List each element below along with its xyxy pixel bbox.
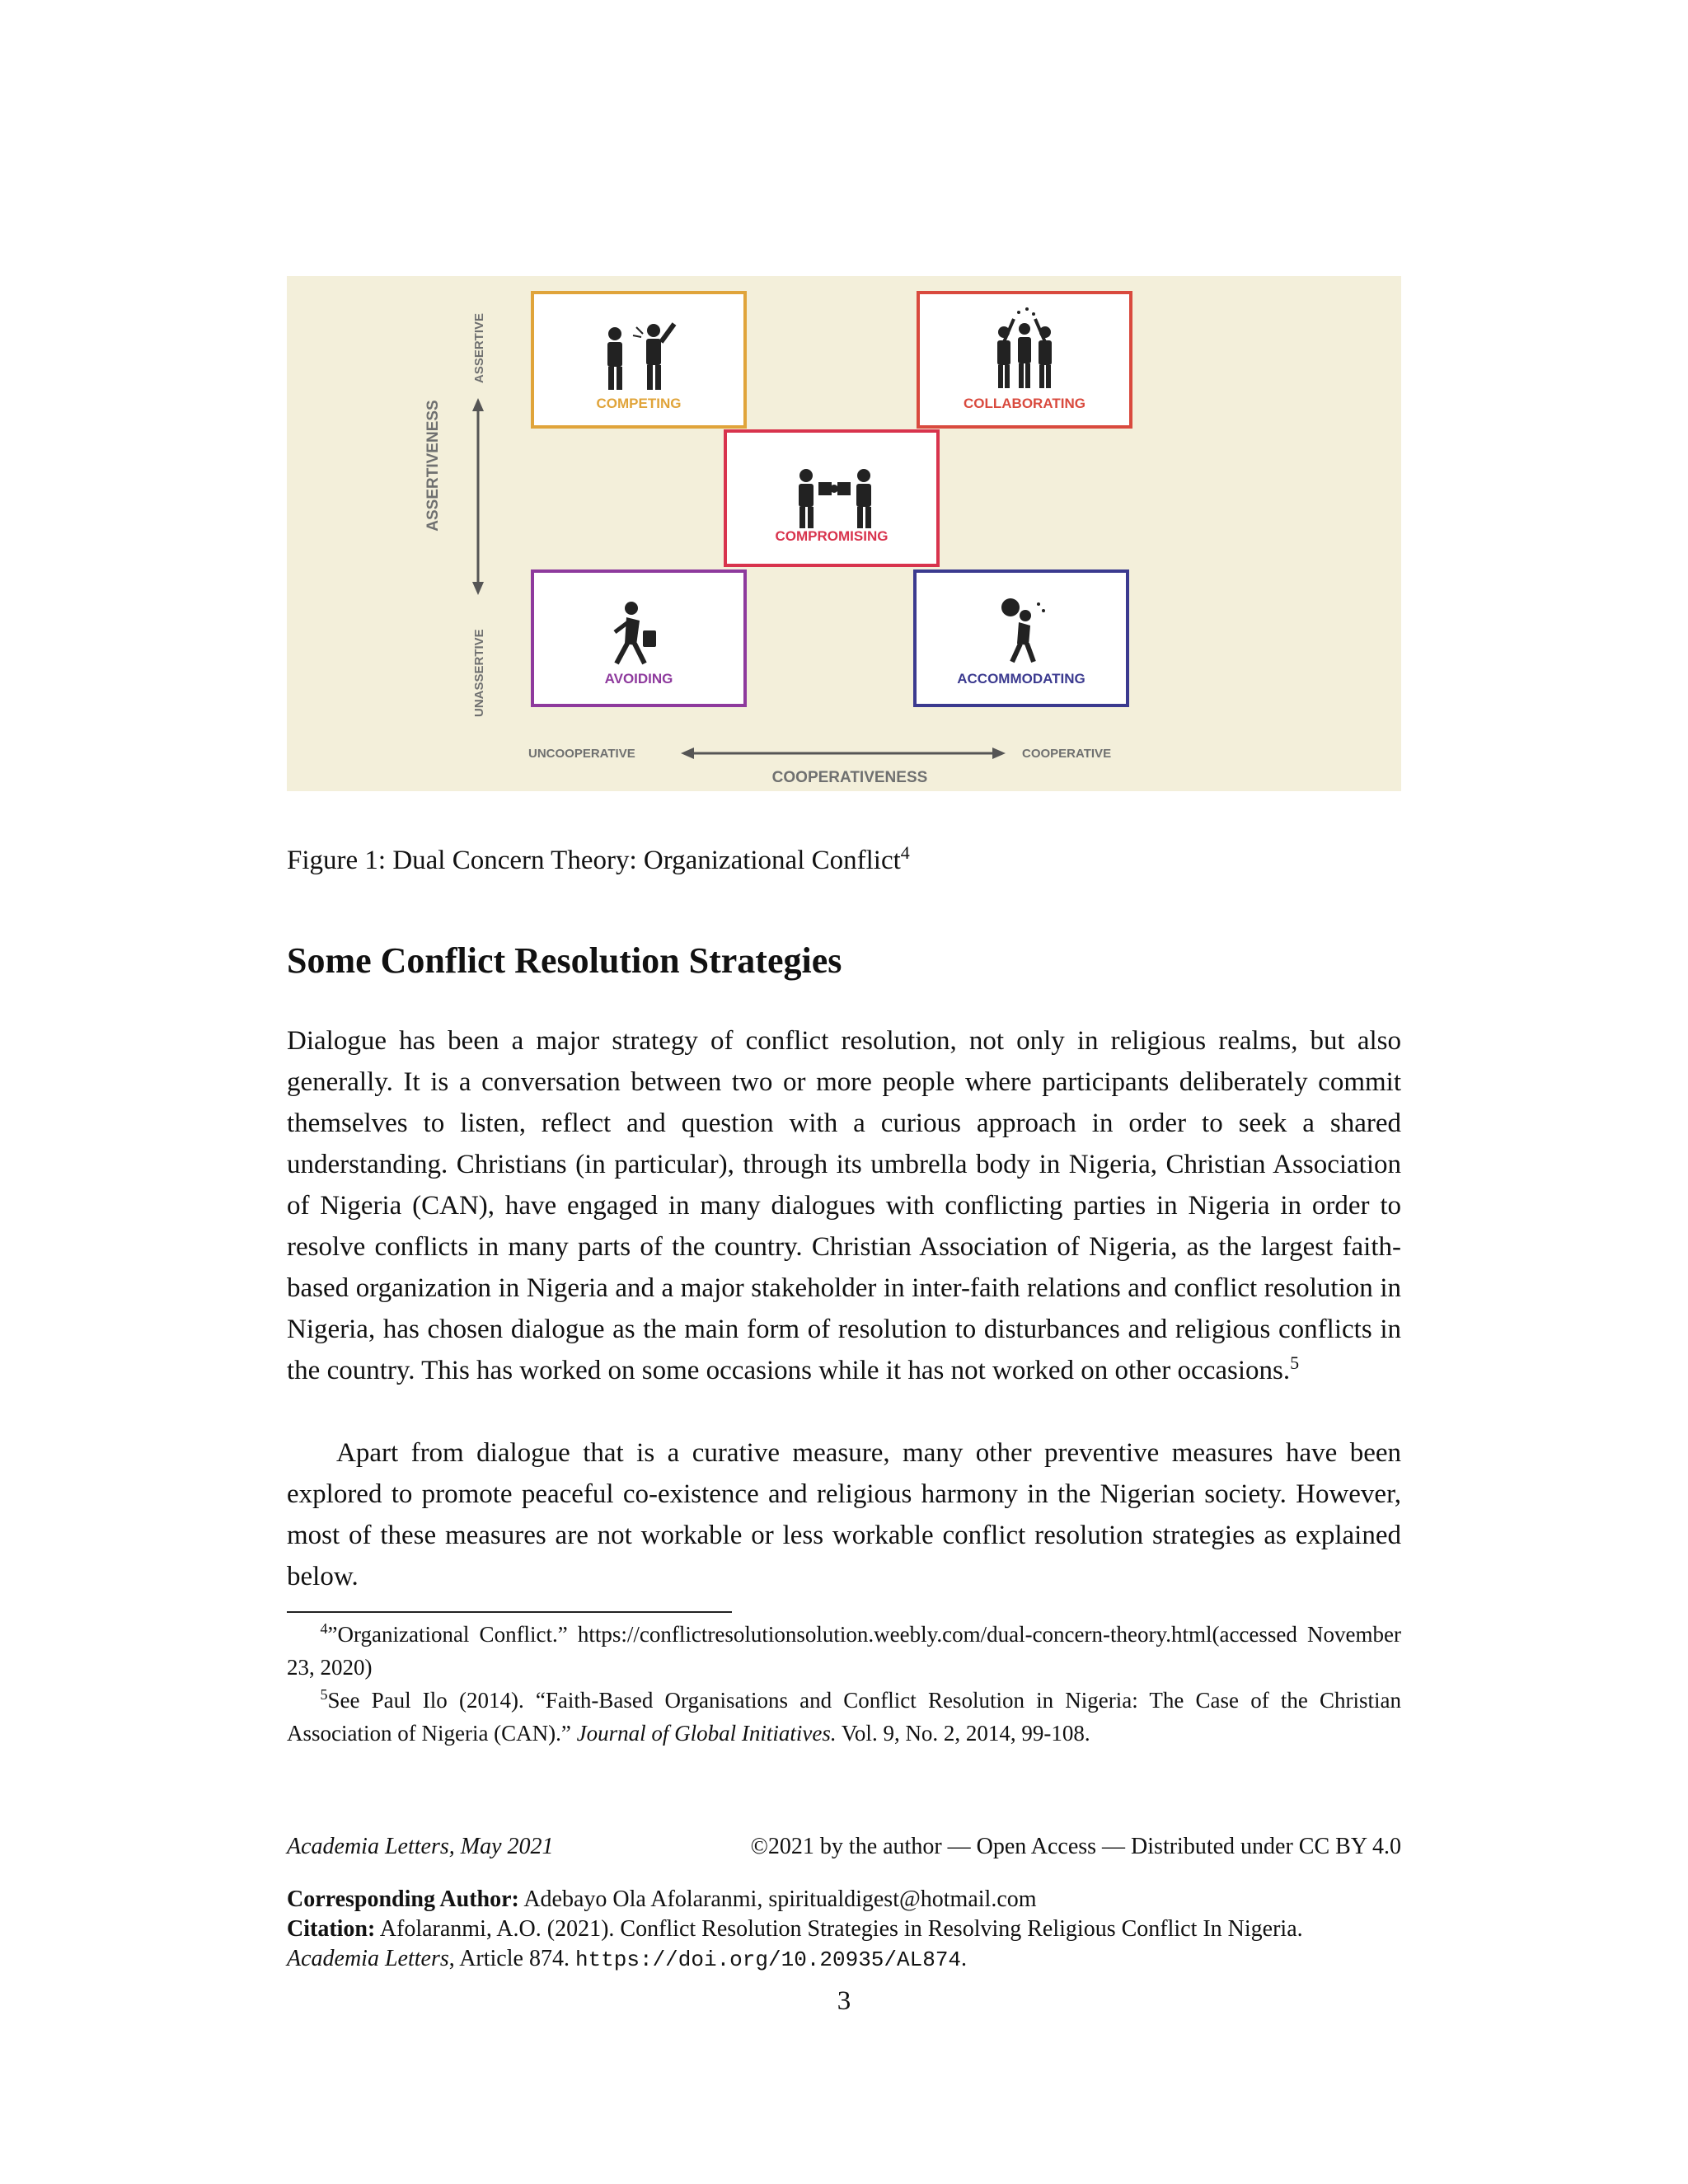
citation-label: Citation:: [287, 1916, 376, 1942]
x-axis-title: COOPERATIVENESS: [771, 769, 928, 786]
caption-text: Figure 1: Dual Concern Theory: Organizational Conflict: [287, 846, 901, 875]
figure-caption: [287, 842, 910, 876]
page-number: 3: [837, 1986, 851, 2016]
footnote-5-journal: Journal of Global Initiatives.: [576, 1721, 837, 1746]
section-heading: Some Conflict Resolution Strategies: [287, 940, 842, 981]
corresponding-author-label: Corresponding Author:: [287, 1886, 519, 1912]
body-paragraph-2: Apart from dialogue that is a curative measure, many other preventive measures have been explored to promote peaceful co-existence and religious harmony in the Nigerian society. However, most of these measures are not workable or less workable conflict resolution strategies as explained below.: [287, 1438, 1401, 1591]
footer-license: ©2021 by the author — Open Access — Distributed under CC BY 4.0: [750, 1834, 1401, 1859]
compromising-label: COMPROMISING: [775, 528, 889, 544]
citation-article: , Article 874.: [448, 1946, 575, 1971]
footnote-mark-5[interactable]: 5: [1290, 1352, 1300, 1373]
citation-doi-link[interactable]: https://doi.org/10.20935/AL874: [574, 1947, 962, 1972]
competing-label: COMPETING: [596, 396, 682, 411]
collaborating-box: [918, 293, 1131, 427]
avoiding-label: AVOIDING: [604, 671, 673, 687]
footnote-5-mark: 5: [320, 1686, 328, 1703]
footnote-5: [287, 1684, 1401, 1750]
y-axis-arrow: [472, 398, 484, 595]
y-axis-bottom-label: UNASSERTIVE: [472, 629, 486, 717]
accommodating-box: [915, 571, 1128, 705]
citation-journal: Academia Letters: [287, 1946, 449, 1971]
x-axis-right-label: COOPERATIVE: [1022, 747, 1112, 761]
footnote-4: [287, 1618, 1401, 1684]
competing-box: [532, 293, 745, 427]
citation-line-2: [287, 1944, 1441, 1975]
x-axis-arrow: [681, 748, 1006, 759]
dual-concern-figure: [287, 276, 1401, 791]
footnote-5-text: See Paul Ilo (2014). “Faith-Based Organisations and Conflict Resolution in Nigeria: The Case of the Christian Association of Nigeria (CAN).”: [287, 1688, 1401, 1746]
footnote-5-volume: Vol. 9, No. 2, 2014, 99-108.: [836, 1721, 1090, 1746]
accommodating-label: ACCOMMODATING: [957, 671, 1085, 687]
compromising-box: [725, 431, 938, 565]
footnote-4-text: ”Organizational Conflict.” https://conflictresolutionsolution.weebly.com/dual-concern-theory.html(accessed November 23, 2020): [287, 1622, 1401, 1680]
corresponding-author-text: Adebayo Ola Afolaranmi, spiritualdigest@hotmail.com: [518, 1886, 1037, 1912]
x-axis-left-label: UNCOOPERATIVE: [528, 747, 635, 761]
body-paragraph-1: [287, 1020, 1401, 1391]
footer-journal: Academia Letters, May 2021: [287, 1834, 554, 1859]
collaborating-label: COLLABORATING: [964, 396, 1085, 411]
avoiding-box: [532, 571, 745, 705]
y-axis-top-label: ASSERTIVE: [472, 312, 486, 383]
corresponding-author: [287, 1885, 1441, 1915]
caption-footnote-mark[interactable]: 4: [900, 842, 910, 863]
y-axis-title: ASSERTIVENESS: [424, 400, 442, 532]
footnote-4-mark: 4: [320, 1620, 328, 1637]
citation-line-1: [287, 1915, 1441, 1944]
footnote-divider: [287, 1611, 732, 1613]
paragraph-1-text: Dialogue has been a major strategy of conflict resolution, not only in religious realms, but also generally. It is a conversation between two or more people where participants deliberately commit themselves to listen, reflect and question with a curious approach in order to seek a shared understanding. Christians (in particular), through its umbrella body in Nigeria, Christian Association of Nigeria (CAN), have engaged in many dialogues with conflicting parties in Nigeria in order to resolve conflicts in many parts of the country. Christian Association of Nigeria, as the largest faith-based organization in Nigeria and a major stakeholder in inter-faith relations and conflict resolution in Nigeria, has chosen dialogue as the main form of resolution to disturbances and religious conflicts in the country. This has worked on some occasions while it has not worked on other occasions.: [287, 1026, 1401, 1385]
citation-text: Afolaranmi, A.O. (2021). Conflict Resolution Strategies in Resolving Religious Conflict In Nigeria.: [375, 1916, 1303, 1942]
citation-end: .: [961, 1946, 968, 1971]
